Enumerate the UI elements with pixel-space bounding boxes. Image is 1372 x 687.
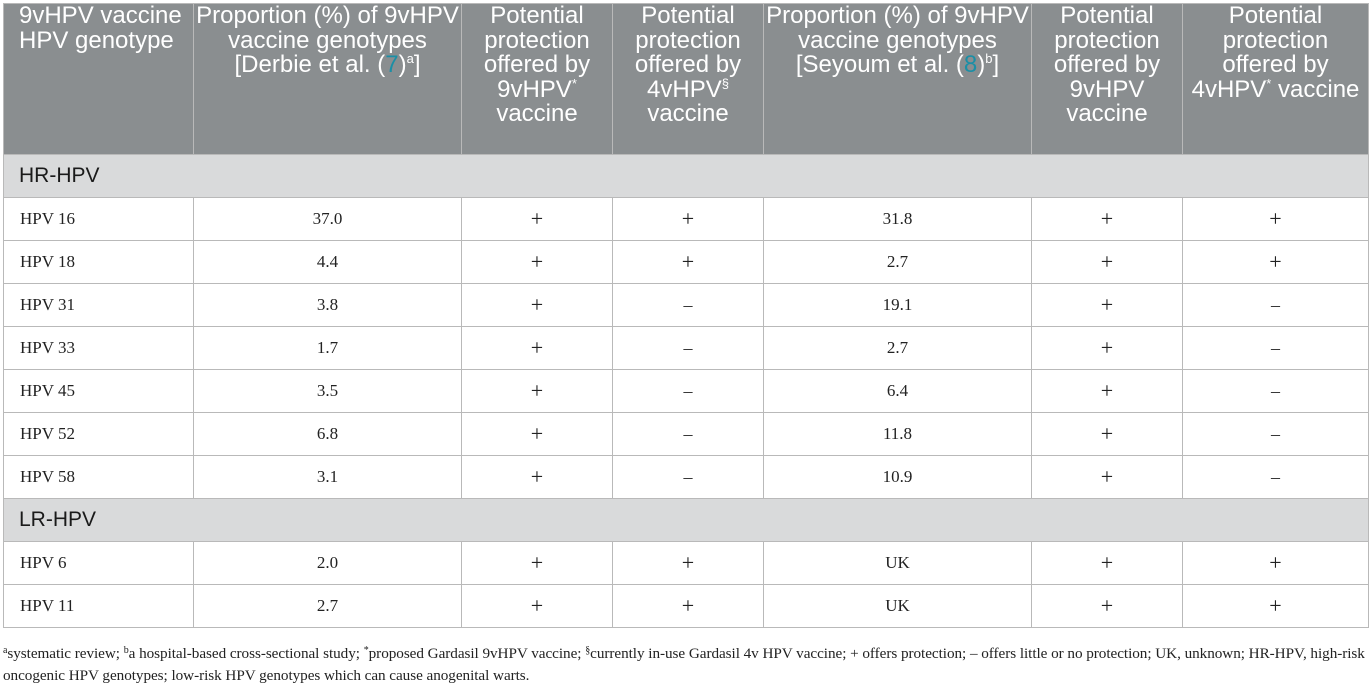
- 9vhpv-protection-b-cell: +: [1032, 413, 1183, 456]
- seyoum-proportion-cell: 2.7: [764, 241, 1032, 284]
- header-9vhpv-protection: Potential protection offered by 9vHPV* vaccine: [462, 4, 613, 155]
- 4vhpv-protection-b-cell: –: [1183, 413, 1369, 456]
- seyoum-proportion-cell: 10.9: [764, 456, 1032, 499]
- 4vhpv-protection-cell: –: [613, 370, 764, 413]
- genotype-cell: HPV 52: [4, 413, 194, 456]
- header-9vhpv-protection-b: Potential protection offered by 9vHPV vaccine: [1032, 4, 1183, 155]
- derbie-proportion-cell: 2.7: [194, 585, 462, 628]
- header-derbie-proportion: Proportion (%) of 9vHPV vaccine genotypes [Derbie et al. $(7)^a$]: [194, 4, 462, 155]
- 9vhpv-protection-cell: +: [462, 542, 613, 585]
- 4vhpv-protection-b-cell: +: [1183, 241, 1369, 284]
- seyoum-proportion-cell: UK: [764, 585, 1032, 628]
- derbie-proportion-cell: 6.8: [194, 413, 462, 456]
- genotype-cell: HPV 58: [4, 456, 194, 499]
- section-header-row: [4, 499, 1369, 542]
- 9vhpv-protection-b-cell: +: [1032, 327, 1183, 370]
- seyoum-proportion-cell: 31.8: [764, 198, 1032, 241]
- 4vhpv-protection-b-cell: –: [1183, 456, 1369, 499]
- seyoum-proportion-cell: 19.1: [764, 284, 1032, 327]
- 4vhpv-protection-cell: –: [613, 327, 764, 370]
- 9vhpv-protection-b-cell: +: [1032, 542, 1183, 585]
- genotype-cell: HPV 45: [4, 370, 194, 413]
- table-row: [4, 542, 1369, 585]
- derbie-proportion-cell: 1.7: [194, 327, 462, 370]
- seyoum-proportion-cell: UK: [764, 542, 1032, 585]
- 9vhpv-protection-b-cell: +: [1032, 241, 1183, 284]
- genotype-cell: HPV 31: [4, 284, 194, 327]
- table-row: [4, 241, 1369, 284]
- table-row: [4, 585, 1369, 628]
- section-title: LR-HPV: [4, 499, 1369, 542]
- 4vhpv-protection-b-cell: +: [1183, 542, 1369, 585]
- derbie-proportion-cell: 37.0: [194, 198, 462, 241]
- 9vhpv-protection-cell: +: [462, 327, 613, 370]
- 9vhpv-protection-cell: +: [462, 241, 613, 284]
- genotype-cell: HPV 11: [4, 585, 194, 628]
- table-row: [4, 456, 1369, 499]
- genotype-cell: HPV 33: [4, 327, 194, 370]
- header-4vhpv-protection-b: Potential protection offered by 4vHPV* vaccine: [1183, 4, 1369, 155]
- 9vhpv-protection-b-cell: +: [1032, 456, 1183, 499]
- table-header: [4, 4, 1369, 155]
- section-header-row: [4, 155, 1369, 198]
- seyoum-proportion-cell: 11.8: [764, 413, 1032, 456]
- 9vhpv-protection-b-cell: +: [1032, 198, 1183, 241]
- 9vhpv-protection-b-cell: +: [1032, 284, 1183, 327]
- 4vhpv-protection-b-cell: +: [1183, 198, 1369, 241]
- header-4vhpv-protection: Potential protection offered by 4vHPV§ vaccine: [613, 4, 764, 155]
- table-row: [4, 284, 1369, 327]
- 4vhpv-protection-cell: +: [613, 585, 764, 628]
- table-row: [4, 198, 1369, 241]
- 9vhpv-protection-b-cell: +: [1032, 585, 1183, 628]
- 4vhpv-protection-cell: –: [613, 413, 764, 456]
- 4vhpv-protection-cell: +: [613, 542, 764, 585]
- seyoum-proportion-cell: 2.7: [764, 327, 1032, 370]
- reference-link-8[interactable]: 8: [963, 51, 978, 78]
- derbie-proportion-cell: 2.0: [194, 542, 462, 585]
- genotype-cell: HPV 6: [4, 542, 194, 585]
- derbie-proportion-cell: 4.4: [194, 241, 462, 284]
- header-genotype: 9vHPV vaccine HPV genotype: [4, 4, 194, 155]
- 4vhpv-protection-b-cell: –: [1183, 370, 1369, 413]
- derbie-proportion-cell: 3.1: [194, 456, 462, 499]
- table-row: [4, 327, 1369, 370]
- 9vhpv-protection-b-cell: +: [1032, 370, 1183, 413]
- 9vhpv-protection-cell: +: [462, 284, 613, 327]
- 9vhpv-protection-cell: +: [462, 413, 613, 456]
- 4vhpv-protection-cell: –: [613, 456, 764, 499]
- header-seyoum-proportion: Proportion (%) of 9vHPV vaccine genotypes [Seyoum et al. $(8)^b$]: [764, 4, 1032, 155]
- derbie-proportion-cell: 3.5: [194, 370, 462, 413]
- table-footnote: $^a$systematic review; $^b$a hospital-based cross-sectional study; *proposed Gardasil 9vHPV vaccine; §currently in-use Gardasil 4v HPV vaccine; + offers protection; – offers little or no protection; UK, unknown; HR-HPV, high-risk oncogenic HPV genotypes; low-risk HPV genotypes which can cause anogenital warts.: [3, 645, 1365, 684]
- 9vhpv-protection-cell: +: [462, 370, 613, 413]
- 9vhpv-protection-cell: +: [462, 456, 613, 499]
- 4vhpv-protection-cell: –: [613, 284, 764, 327]
- 4vhpv-protection-b-cell: +: [1183, 585, 1369, 628]
- section-title: HR-HPV: [4, 155, 1369, 198]
- hpv-vaccine-table: [3, 3, 1369, 628]
- table-body: [4, 155, 1369, 628]
- 4vhpv-protection-cell: +: [613, 241, 764, 284]
- 9vhpv-protection-cell: +: [462, 198, 613, 241]
- 4vhpv-protection-cell: +: [613, 198, 764, 241]
- genotype-cell: HPV 16: [4, 198, 194, 241]
- 9vhpv-protection-cell: +: [462, 585, 613, 628]
- reference-link-7[interactable]: 7: [385, 51, 399, 78]
- 4vhpv-protection-b-cell: –: [1183, 284, 1369, 327]
- 4vhpv-protection-b-cell: –: [1183, 327, 1369, 370]
- seyoum-proportion-cell: 6.4: [764, 370, 1032, 413]
- table-row: [4, 370, 1369, 413]
- genotype-cell: HPV 18: [4, 241, 194, 284]
- derbie-proportion-cell: 3.8: [194, 284, 462, 327]
- table-row: [4, 413, 1369, 456]
